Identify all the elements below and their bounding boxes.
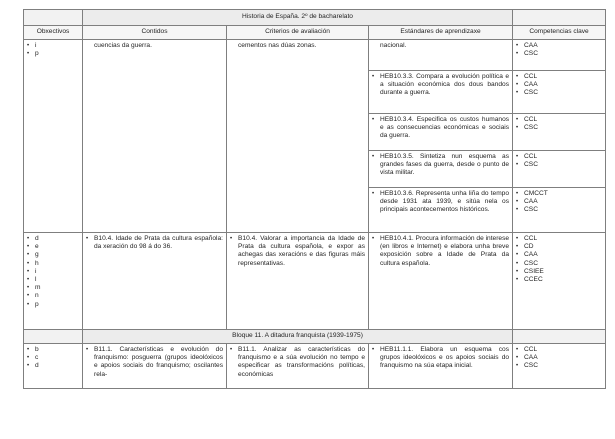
curriculum-table xyxy=(23,9,606,389)
estandar-cell: • HEB10.3.3. Compara a evolución política e a situación económica dos dous bandos durante a guerra. xyxy=(369,71,513,114)
document-page xyxy=(23,9,606,389)
list-item: • CSC xyxy=(516,124,538,132)
obxectivos-cell xyxy=(24,344,83,389)
list-item: • CSC xyxy=(516,89,538,97)
competencias-cell xyxy=(513,233,606,330)
header-criterios: Criterios de avaliación xyxy=(227,26,369,40)
list-item: • CCL xyxy=(516,73,538,80)
header-contidos: Contidos xyxy=(83,26,227,40)
table-row xyxy=(24,233,606,330)
list-item: • g xyxy=(27,251,39,259)
list-item: • CAA xyxy=(516,354,538,362)
list-item: • CD xyxy=(516,243,534,251)
blank-cell xyxy=(24,10,83,26)
list-item: • CAA xyxy=(516,81,538,89)
list-item: • CSIEE xyxy=(516,267,544,275)
list-item: • CSC xyxy=(516,161,538,169)
table-title: Historia de España. 2º de bacharelato xyxy=(83,10,513,26)
list-item: • CSC xyxy=(516,50,538,58)
list-item: • d xyxy=(27,235,39,242)
blank-cell xyxy=(24,330,83,344)
list-item: • p xyxy=(27,50,39,58)
contidos-cell: cuencias da guerra. xyxy=(83,40,227,233)
estandar-cell: • HEB10.3.5. Sintetiza nun esquema as grandes fases da guerra, desde o punto de vista militar. xyxy=(369,151,513,188)
blank-cell xyxy=(513,10,606,26)
table-row xyxy=(24,344,606,389)
list-item: • CSC xyxy=(516,362,538,370)
list-item: • h xyxy=(27,259,39,267)
obxectivos-cell xyxy=(24,40,83,233)
list-item: • e xyxy=(27,243,39,251)
list-item: • m xyxy=(27,284,41,292)
list-item: • b xyxy=(27,346,39,353)
competencias-cell xyxy=(513,40,606,71)
header-competencias: Competencias clave xyxy=(513,26,606,40)
contidos-cell: • B11.1. Características e evolución do franquismo: posguerra (grupos ideolóxicos e apoios sociais do franquismo; oscilantes rela- xyxy=(83,344,227,389)
list-item: • d xyxy=(27,362,39,370)
list-item: • CCEC xyxy=(516,276,543,284)
contidos-cell: • B10.4. Idade de Prata da cultura española: da xeración do 98 á do 36. xyxy=(83,233,227,330)
list-item: • CAA xyxy=(516,42,538,49)
competencias-cell xyxy=(513,188,606,233)
list-item: • CCL xyxy=(516,116,538,123)
list-item: • p xyxy=(27,300,39,308)
list-item: • i xyxy=(27,267,37,275)
table-header-row xyxy=(24,26,606,40)
list-item: • CCL xyxy=(516,235,538,242)
criterios-cell: • B10.4. Valorar a importancia da Idade de Prata da cultura española, e expor as achegas das xeracións e das figuras máis representativas. xyxy=(227,233,369,330)
list-item: • CAA xyxy=(516,251,538,259)
list-item: • CSC xyxy=(516,259,538,267)
header-obxectivos: Obxectivos xyxy=(24,26,83,40)
block-title-row xyxy=(24,330,606,344)
competencias-cell xyxy=(513,151,606,188)
blank-cell xyxy=(513,330,606,344)
list-item: • l xyxy=(27,276,37,284)
estandar-cell: • HEB10.3.4. Especifica os custos humanos e as consecuencias económicas e sociais da guerra. xyxy=(369,114,513,151)
list-item: • CMCCT xyxy=(516,190,548,197)
list-item: • CCL xyxy=(516,346,538,353)
header-estandares: Estándares de aprendizaxe xyxy=(369,26,513,40)
competencias-cell xyxy=(513,71,606,114)
competencias-cell xyxy=(513,344,606,389)
obxectivos-cell xyxy=(24,233,83,330)
list-item: • c xyxy=(27,354,39,362)
table-title-row xyxy=(24,10,606,26)
criterios-cell: cementos nas dúas zonas. xyxy=(227,40,369,233)
list-item: • i xyxy=(27,42,37,49)
list-item: • CCL xyxy=(516,153,538,160)
block-title: Bloque 11. A ditadura franquista (1939-1975) xyxy=(83,330,513,344)
list-item: • CAA xyxy=(516,198,538,206)
estandar-cell: • HEB10.3.6. Representa unha liña do tempo desde 1931 ata 1939, e sitúa nela os principais acontecementos históricos. xyxy=(369,188,513,233)
list-item: • CSC xyxy=(516,206,538,214)
estandar-cell: nacional. xyxy=(369,40,513,71)
list-item: • n xyxy=(27,292,39,300)
estandar-cell: • HEB10.4.1. Procura información de interese (en libros e Internet) e elabora unha breve exposición sobre a Idade de Prata da cultura española. xyxy=(369,233,513,330)
estandar-cell: • HEB11.1.1. Elabora un esquema cos grupos ideolóxicos e os apoios sociais do franquismo na súa etapa inicial. xyxy=(369,344,513,389)
criterios-cell: • B11.1. Analizar as características do franquismo e a súa evolución no tempo e especificar as transformacións políticas, económicas xyxy=(227,344,369,389)
competencias-cell xyxy=(513,114,606,151)
table-row xyxy=(24,40,606,71)
